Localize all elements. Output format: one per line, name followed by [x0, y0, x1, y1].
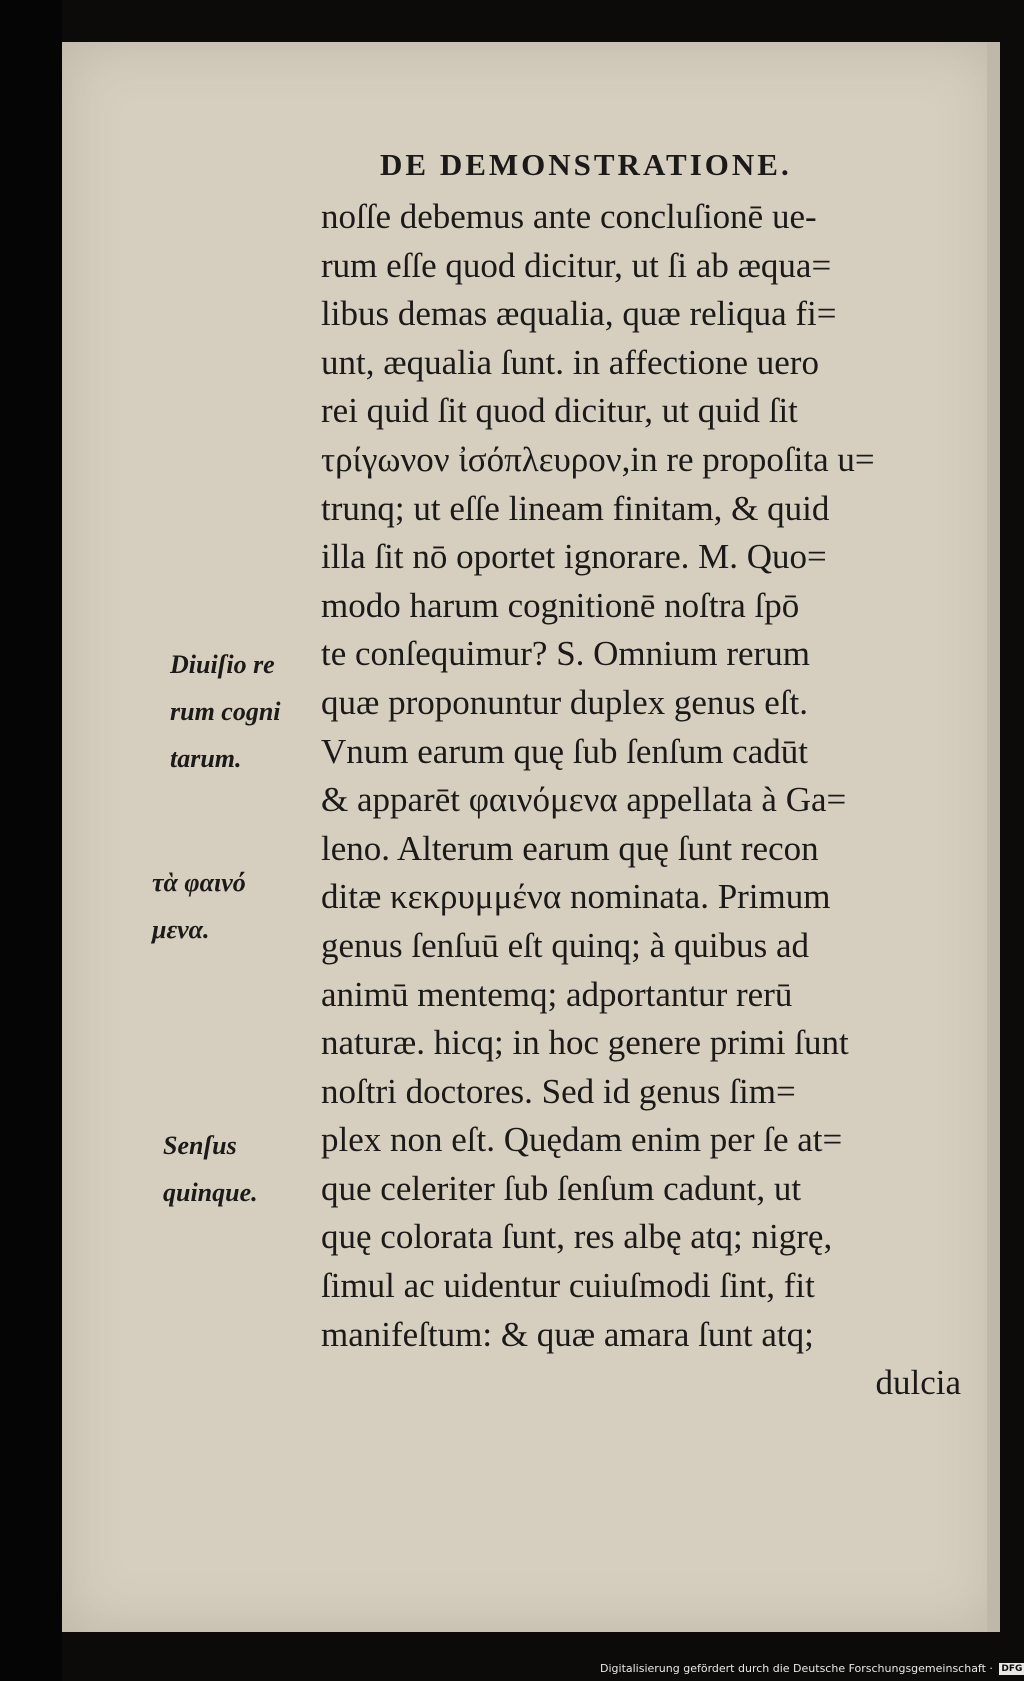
text-line: manifeſtum: & quæ amara ſunt atq; — [321, 1314, 814, 1354]
text-line: noſſe debemus ante concluſionē ue- — [321, 197, 817, 236]
text-line: plex non eſt. Quędam enim per ſe at= — [321, 1120, 843, 1160]
marginal-note-phainomena — [152, 859, 246, 953]
text-line: ſimul ac uidentur cuiuſmodi ſint, fit — [321, 1266, 815, 1306]
text-line: τρίγωνον ἰσόπλευρον,in re propoſita u= — [321, 439, 875, 479]
text-line: te conſequimur? S. Omnium rerum — [321, 634, 810, 674]
margin-line: quinque. — [163, 1178, 258, 1207]
credit-text: Digitalisierung gefördert durch die Deutsche Forschungsgemeinschaft · — [600, 1662, 993, 1675]
text-line: & apparēt φαινόμενα appellata à Ga= — [321, 780, 847, 820]
text-line: genus ſenſuū eſt quinq; à quibus ad — [321, 925, 809, 965]
text-line: ditæ κεκρυμμένα nominata. Primum — [321, 877, 831, 917]
text-line: libus demas æqualia, quæ reliqua fi= — [321, 294, 837, 334]
margin-line: Diuiſio re — [170, 650, 275, 679]
digitization-credit — [600, 1659, 1023, 1679]
scan-left-border — [0, 0, 62, 1681]
dfg-logo: DFG — [1001, 1664, 1023, 1674]
marginal-note-diuisio — [170, 641, 281, 782]
text-line: animū mentemq; adportantur rerū — [321, 974, 793, 1014]
margin-line: μενα. — [152, 915, 210, 944]
text-line: leno. Alterum earum quę ſunt recon — [321, 828, 819, 868]
text-line: modo harum cognitionē noſtra ſpō — [321, 585, 800, 625]
text-line: quæ proponuntur duplex genus eſt. — [321, 682, 809, 722]
text-line: rei quid ſit quod dicitur, ut quid ſit — [321, 391, 798, 431]
text-line: noſtri doctores. Sed id genus ſim= — [321, 1071, 796, 1111]
text-line: rum eſſe quod dicitur, ut ſi ab æqua= — [321, 245, 832, 285]
margin-line: Senſus — [163, 1131, 237, 1160]
margin-line: rum cogni — [170, 697, 281, 726]
running-title: DE DEMONSTRATIONE. — [380, 147, 792, 182]
text-line: illa ſit nō oportet ignorare. M. Quo= — [321, 537, 827, 577]
text-line: naturæ. hicq; in hoc genere primi ſunt — [321, 1023, 849, 1063]
text-line: que celeriter ſub ſenſum cadunt, ut — [321, 1168, 802, 1208]
margin-line: tarum. — [170, 744, 242, 773]
marginal-note-sensus — [163, 1122, 258, 1216]
text-line: Vnum earum quę ſub ſenſum cadūt — [321, 731, 808, 771]
page-edge — [987, 42, 1000, 1632]
text-line: trunq; ut eſſe lineam finitam, & quid — [321, 488, 830, 528]
text-line: unt, æqualia ſunt. in affectione uero — [321, 342, 819, 382]
text-line: quę colorata ſunt, res albę atq; nigrę, — [321, 1217, 833, 1257]
catchword: dulcia — [875, 1363, 961, 1403]
body-text — [321, 193, 961, 1408]
margin-line: τὰ φαινό — [152, 868, 246, 897]
